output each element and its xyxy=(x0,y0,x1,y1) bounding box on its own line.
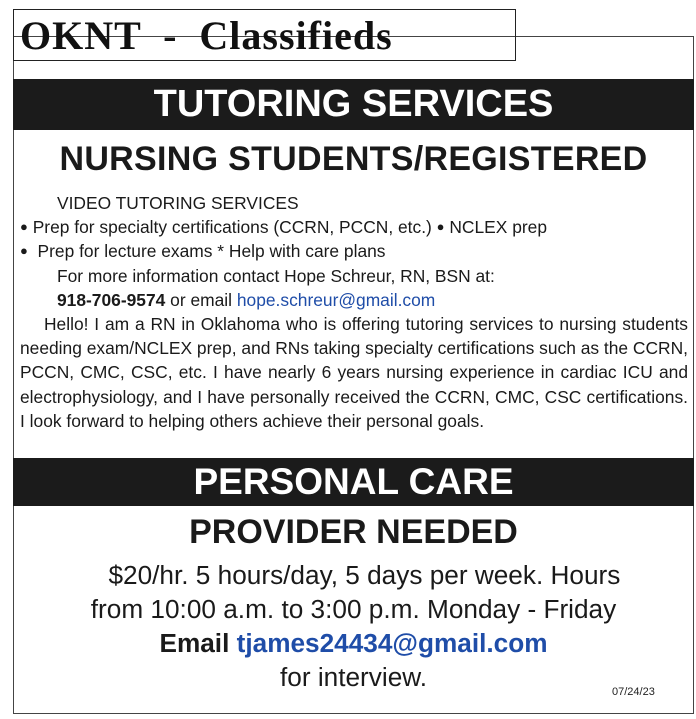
tutoring-subhead: VIDEO TUTORING SERVICES xyxy=(57,193,299,213)
tutoring-description xyxy=(20,312,688,433)
bullet-icon: ● xyxy=(20,219,28,235)
bullet-line-1 xyxy=(20,215,688,239)
bullet-line-2 xyxy=(20,239,688,263)
interview-line: for interview. xyxy=(280,662,427,692)
or-email-label: or email xyxy=(170,289,233,310)
email-line xyxy=(13,626,694,660)
bullet-nclex: NCLEX prep xyxy=(449,217,548,238)
tutoring-headline: NURSING STUDENTS/REGISTERED xyxy=(59,140,648,178)
bullet-specialty-certs: Prep for specialty certifications (CCRN, PCCN, etc.) xyxy=(32,217,432,238)
personal-care-headline: PROVIDER NEEDED xyxy=(189,513,518,551)
pay-schedule-text: $20/hr. 5 hours/day, 5 days per week. Hours xyxy=(108,560,621,590)
contact-email-link[interactable]: hope.schreur@gmail.com xyxy=(236,289,436,310)
personal-care-ad-body xyxy=(13,558,694,694)
pay-schedule-line xyxy=(13,558,694,592)
contact-intro: For more information contact Hope Schreur, RN, BSN at: xyxy=(57,265,495,286)
hours-line: from 10:00 a.m. to 3:00 p.m. Monday - Friday xyxy=(90,594,617,624)
bullet-icon: ● xyxy=(20,243,28,259)
section-header-tutoring: TUTORING SERVICES xyxy=(13,79,694,130)
personal-care-email-link[interactable]: tjames24434@gmail.com xyxy=(236,628,548,658)
email-label: Email xyxy=(159,628,230,658)
masthead-title: OKNT - Classifieds xyxy=(13,9,516,61)
date-stamp: 07/24/23 xyxy=(612,686,655,698)
tutoring-ad-body xyxy=(20,191,688,433)
contact-phone[interactable]: 918-706-9574 xyxy=(57,289,166,310)
section-header-personal-care: PERSONAL CARE xyxy=(13,458,694,506)
tutoring-description-text: Hello! I am a RN in Oklahoma who is offering tutoring services to nursing students needing exam/NCLEX prep, and RNs taking specialty certifications such as the CCRN, PCCN, CMC, CSC, etc. I have nearly 6 years nursing experience in cardiac ICU and electrophysiology, and I have personally received the CCRN, CMC, CSC certifications. I look forward to helping others achieve their personal goals. xyxy=(20,314,688,431)
bullet-lecture-exams: Prep for lecture exams * Help with care plans xyxy=(37,241,386,262)
contact-line xyxy=(20,288,688,312)
bullet-icon: ● xyxy=(436,219,445,235)
